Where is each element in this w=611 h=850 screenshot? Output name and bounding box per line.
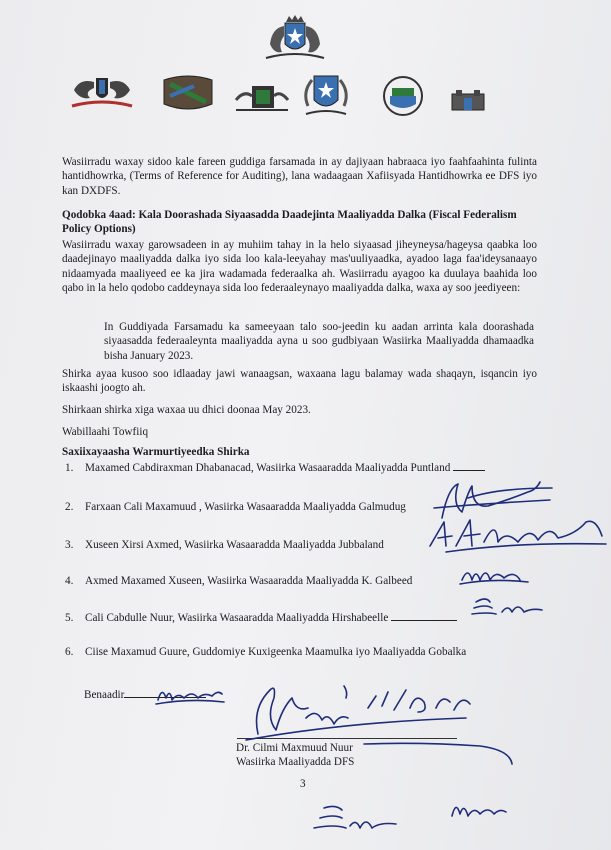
closing-phrase: Wabillaahi Towfiiq xyxy=(62,426,149,438)
south-west-emblem-icon xyxy=(300,72,352,122)
signature-benaadir-icon xyxy=(154,682,226,708)
signatory-name: Axmed Maxamed Xuseen, Wasiirka Wasaaradda Maaliyadda K. Galbeed xyxy=(85,575,413,587)
section-heading: Qodobka 4aad: Kala Doorashada Siyaasadda Daadejinta Maaliyadda Dalka (Fiscal Federalism Policy Options) xyxy=(62,209,517,236)
signatory-number: 6. xyxy=(65,646,74,658)
signature-jubbaland-icon xyxy=(426,512,611,556)
signatory-name: Farxaan Cali Maxamuud , Wasiirka Wasaaradda Maaliyadda Galmudug xyxy=(85,501,406,513)
minister-name: Dr. Cilmi Maxmuud Nuur xyxy=(236,742,353,754)
signatory-4 xyxy=(65,575,412,587)
signatory-number: 4. xyxy=(65,575,74,587)
signature-k-galbeed-icon xyxy=(458,560,530,588)
signature-minister-flourish-icon xyxy=(360,734,520,774)
signatory-number: 5. xyxy=(65,612,74,624)
signatory-1 xyxy=(65,462,485,474)
paragraph-fiscal-policy: Wasiirradu waxay garowsadeen in ay muhiim tahay in la helo siyaasad jiheyneysa/hageysa qaabka loo daadejinayo maaliyadda dalka iyo sida loo kala-leeyahay mas'uuliyaadka, ayadoo laga faa'ideysanaayo nidaamyada maaliyeed ee ka jira wadamada federaalka ah. Wasiirradu ayagoo ka duulaya baahida loo qabo in la helo qodobo caddeynaya sida loo federaaleynayo maaliyadda dalka, waxa ay soo jeediyeen: xyxy=(62,239,537,295)
page-number: 3 xyxy=(300,778,306,790)
signatory-3 xyxy=(65,539,384,551)
puntland-emblem-icon xyxy=(66,72,138,112)
signatory-name: Maxamed Cabdiraxman Dhabanacad, Wasiirka Wasaaradda Maaliyadda Puntland xyxy=(85,462,451,474)
signatory-number: 2. xyxy=(65,501,74,513)
signatory-number: 1. xyxy=(65,462,74,474)
jubbaland-emblem-icon xyxy=(232,80,292,114)
signatory-5 xyxy=(65,612,457,624)
signature-hirshabelle-footer-icon xyxy=(306,800,400,840)
paragraph-closing-remarks: Shirka ayaa kusoo soo idlaaday jawi wanaagsan, waxaana lagu balamay wada shaqayn, isqancin iyo iskaashi joogto ah. xyxy=(62,368,537,395)
signatory-name: Ciise Maxamud Guure, Guddomiye Kuxigeenka Maamulka iyo Maaliyadda Gobalka xyxy=(85,646,467,658)
hirshabelle-emblem-icon xyxy=(380,74,426,118)
signatory-name: Cali Cabdulle Nuur, Wasiirka Wasaaradda Maaliyadda Hirshabeelle xyxy=(85,612,389,624)
minister-title: Wasiirka Maaliyadda DFS xyxy=(236,756,355,768)
paragraph-next-meeting: Shirkaan shirka xiga waxaa uu dhici doonaa May 2023. xyxy=(62,404,311,416)
galmudug-emblem-icon xyxy=(160,74,216,112)
signatory-6 xyxy=(65,646,466,658)
benaadir-label: Benaadir xyxy=(84,689,125,701)
signatory-name: Xuseen Xirsi Axmed, Wasiirka Wasaaradda Maaliyadda Jubbaland xyxy=(85,539,384,551)
signature-benaadir-footer-icon xyxy=(448,796,508,826)
paragraph-recommendation: In Guddiyada Farsamadu ka sameeyaan talo soo-jeedin ku aadan arrinta kala doorashada siyaasadda federaaleynta maaliyadda ayna u soo gudbiyaan Wasiirka Maaliyadda dhamaadka bisha January 2023. xyxy=(104,321,534,362)
somalia-coat-of-arms-icon xyxy=(256,14,334,66)
signatories-heading: Saxiixayaasha Warmurtiyeedka Shirka xyxy=(62,446,250,458)
paragraph-auditing: Wasiirradu waxay sidoo kale fareen guddiga farsamada in ay dajiyaan habraaca iyo faahfaahinta fulinta hantidhowrka, (Terms of Reference for Auditing), lana wadaagaan Xafiisyada Hantidhowrka ee DFS iyo kan DXDFS. xyxy=(62,156,537,197)
signatory-number: 3. xyxy=(65,539,74,551)
signature-hirshabelle-icon xyxy=(466,592,546,622)
benadir-emblem-icon xyxy=(448,86,488,114)
signatory-2 xyxy=(65,501,406,513)
